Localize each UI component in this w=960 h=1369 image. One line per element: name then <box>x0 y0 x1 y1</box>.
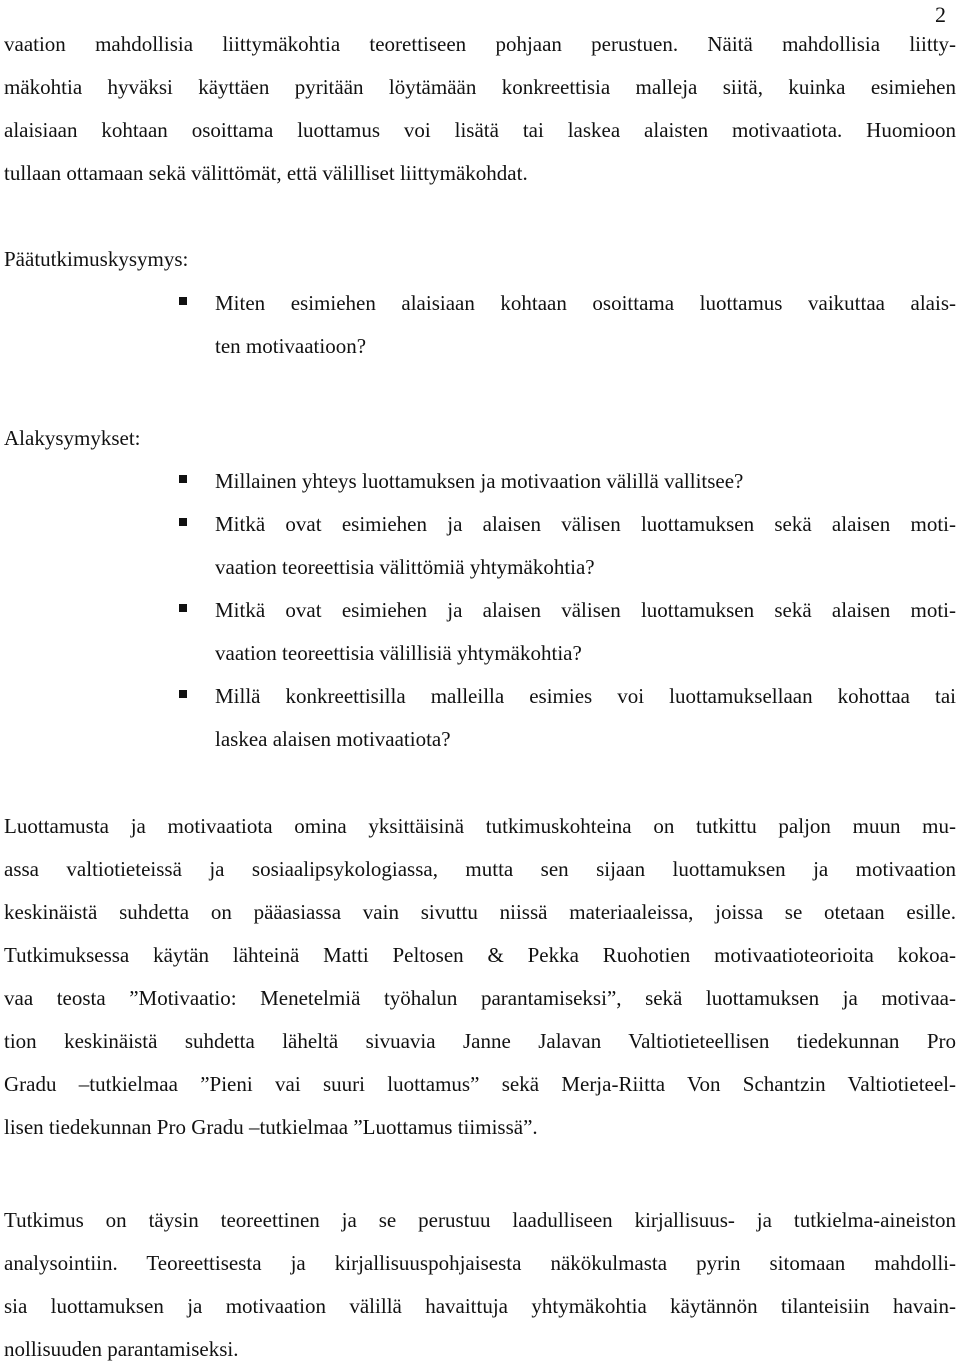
text-line: vaation mahdollisia liittymäkohtia teorettiseen pohjaan perustuen. Näitä mahdollisia liitty- <box>4 32 956 56</box>
text-line: assa valtiotieteissä ja sosiaalipsykologiassa, mutta sen sijaan luottamuksen ja motivaation <box>4 857 956 881</box>
text-line: Tutkimus on täysin teoreettinen ja se perustuu laadulliseen kirjallisuus- ja tutkielma-aineiston <box>4 1208 956 1232</box>
text-line: Tutkimuksessa käytän lähteinä Matti Peltosen & Pekka Ruohotien motivaatioteorioita kokoa- <box>4 943 956 967</box>
text-line: keskinäistä suhdetta on pääasiassa vain sivuttu niissä materiaaleissa, joissa se otetaan esille. <box>4 900 956 924</box>
main-question-heading: Päätutkimuskysymys: <box>4 247 189 271</box>
text-line: mäkohtia hyväksi käyttäen pyritään löytämään konkreettisia malleja siitä, kuinka esimiehen <box>4 75 956 99</box>
question-line: Millä konkreettisilla malleilla esimies voi luottamuksellaan kohottaa tai <box>215 684 956 708</box>
text-line: Luottamusta ja motivaatiota omina yksittäisinä tutkimuskohteina on tutkittu paljon muun mu- <box>4 814 956 838</box>
page-number: 2 <box>935 2 946 27</box>
question-line: Millainen yhteys luottamuksen ja motivaation välillä vallitsee? <box>215 469 744 493</box>
text-line: tion keskinäistä suhdetta läheltä sivuavia Janne Jalavan Valtiotieteellisen tiedekunnan Pro <box>4 1029 956 1053</box>
square-bullet-icon <box>179 518 187 526</box>
question-line: vaation teoreettisia välittömiä yhtymäkohtia? <box>215 555 595 579</box>
square-bullet-icon <box>179 297 187 305</box>
text-line: vaa teosta ”Motivaatio: Menetelmiä työhalun parantamiseksi”, sekä luottamuksen ja motivaa- <box>4 986 956 1010</box>
text-line: tullaan ottamaan sekä välittömät, että välilliset liittymäkohdat. <box>4 161 528 185</box>
square-bullet-icon <box>179 475 187 483</box>
question-line: laskea alaisen motivaatiota? <box>215 727 451 751</box>
square-bullet-icon <box>179 604 187 612</box>
question-line: vaation teoreettisia välillisiä yhtymäkohtia? <box>215 641 582 665</box>
question-line: ten motivaatioon? <box>215 334 367 358</box>
sub-questions-heading: Alakysymykset: <box>4 426 141 450</box>
text-line: nollisuuden parantamiseksi. <box>4 1337 239 1361</box>
text-line: sia luottamuksen ja motivaation välillä havaittuja yhtymäkohtia käytännön tilanteisiin havain- <box>4 1294 956 1318</box>
text-line: alaisiaan kohtaan osoittama luottamus voi lisätä tai laskea alaisten motivaatiota. Huomioon <box>4 118 956 142</box>
question-line: Mitkä ovat esimiehen ja alaisen välisen luottamuksen sekä alaisen moti- <box>215 598 956 622</box>
text-line: analysointiin. Teoreettisesta ja kirjallisuuspohjaisesta näkökulmasta pyrin sitomaan mahdolli- <box>4 1251 956 1275</box>
text-line: lisen tiedekunnan Pro Gradu –tutkielmaa ”Luottamus tiimissä”. <box>4 1115 538 1139</box>
question-line: Miten esimiehen alaisiaan kohtaan osoittama luottamus vaikuttaa alais- <box>215 291 956 315</box>
text-line: Gradu –tutkielmaa ”Pieni vai suuri luottamus” sekä Merja-Riitta Von Schantzin Valtiotieteel- <box>4 1072 956 1096</box>
question-line: Mitkä ovat esimiehen ja alaisen välisen luottamuksen sekä alaisen moti- <box>215 512 956 536</box>
square-bullet-icon <box>179 690 187 698</box>
